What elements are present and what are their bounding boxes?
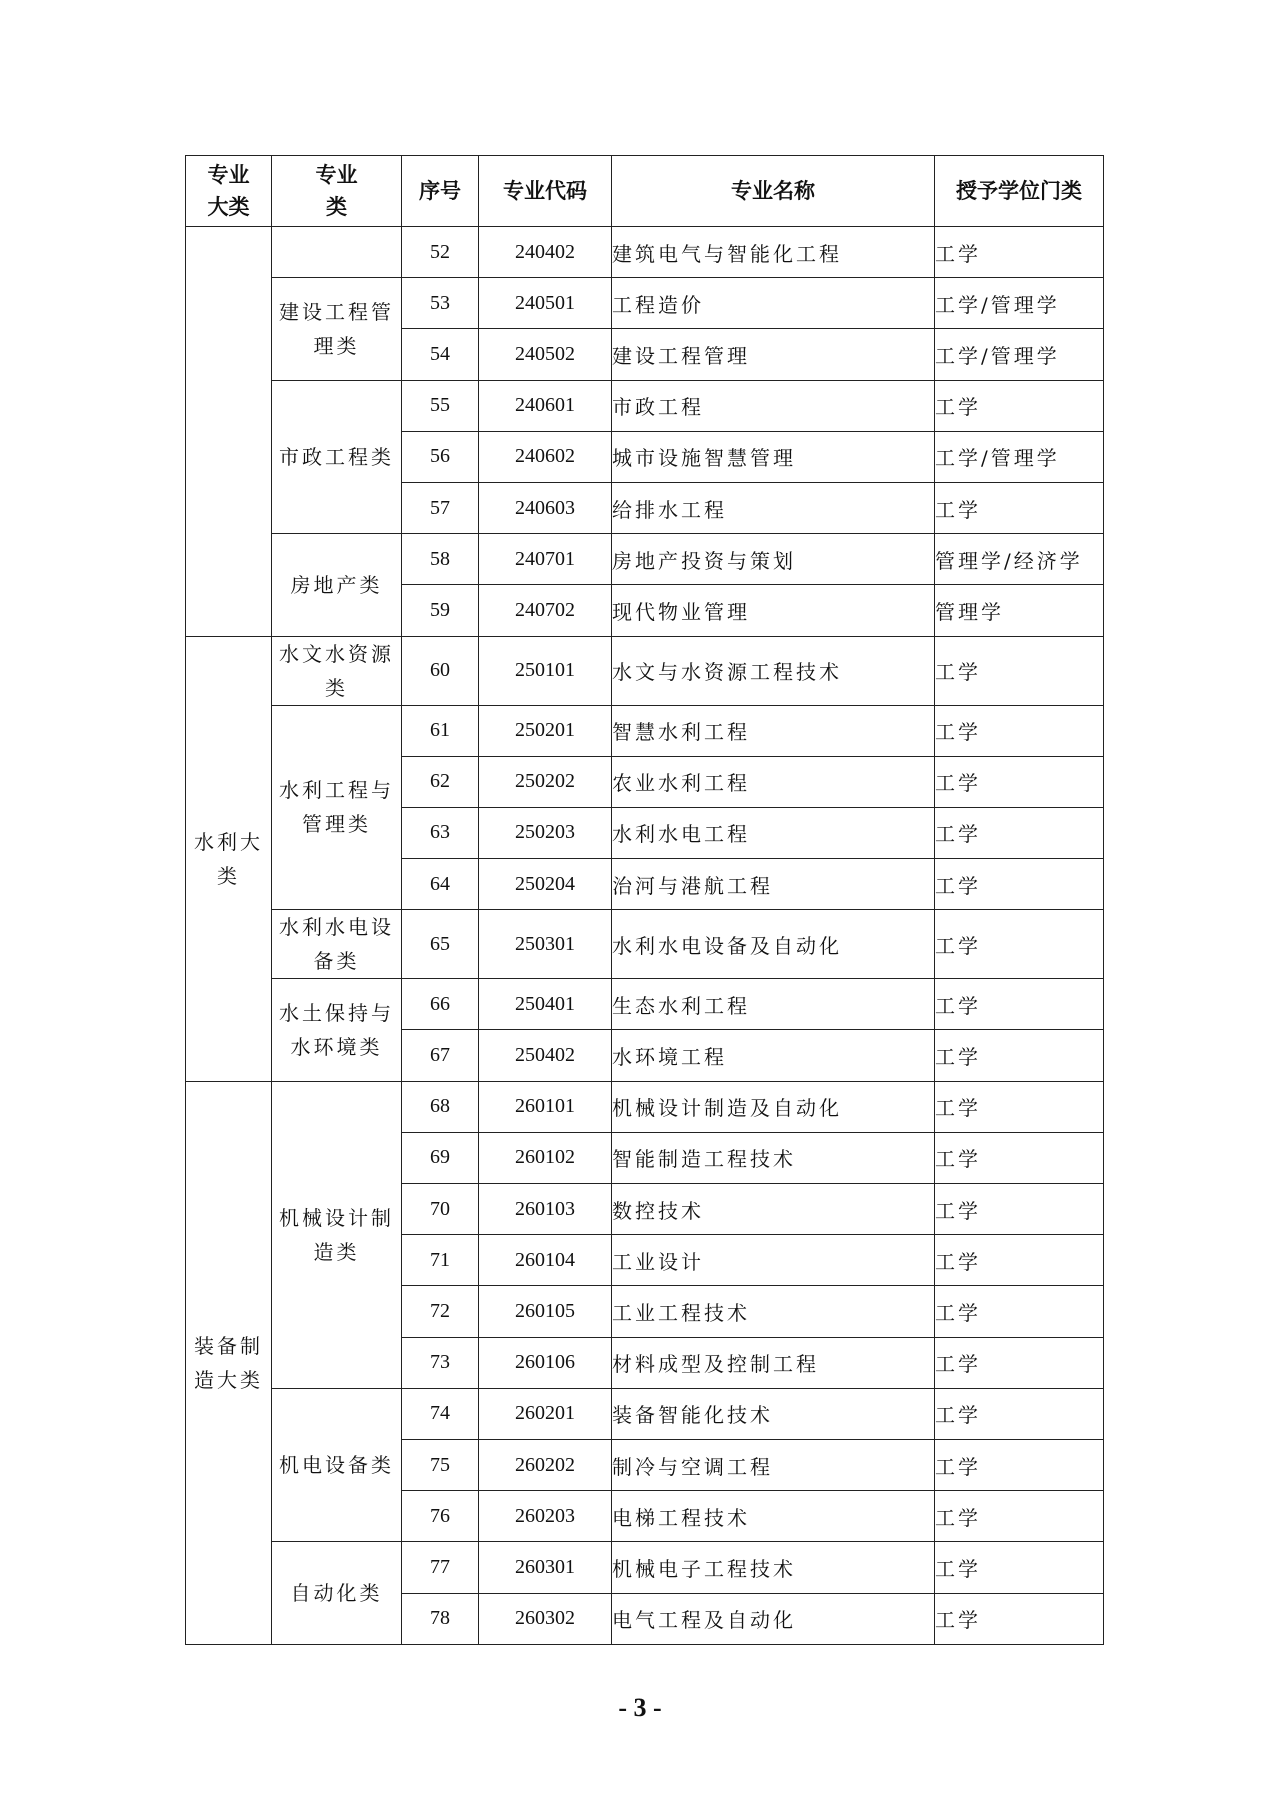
major-name-cell: 水文与水资源工程技术 [612, 636, 935, 705]
code-cell: 240701 [479, 534, 612, 585]
degree-cell: 工学 [935, 1388, 1104, 1439]
major-name-cell: 电梯工程技术 [612, 1491, 935, 1542]
subcategory-cell: 建设工程管理类 [272, 278, 402, 380]
seq-cell: 60 [402, 636, 479, 705]
subcategory-cell: 水文水资源类 [272, 636, 402, 705]
degree-cell: 管理学/经济学 [935, 534, 1104, 585]
category-cell [186, 227, 272, 637]
degree-cell: 管理学 [935, 585, 1104, 636]
seq-cell: 62 [402, 756, 479, 807]
degree-cell: 工学/管理学 [935, 278, 1104, 329]
code-cell: 260202 [479, 1439, 612, 1490]
subcategory-cell: 机电设备类 [272, 1388, 402, 1542]
table-header [186, 156, 1104, 227]
code-cell: 240502 [479, 329, 612, 380]
code-cell: 250202 [479, 756, 612, 807]
code-cell: 250401 [479, 979, 612, 1030]
header-major-name: 专业名称 [612, 156, 935, 227]
seq-cell: 54 [402, 329, 479, 380]
seq-cell: 63 [402, 807, 479, 858]
code-cell: 250402 [479, 1030, 612, 1081]
major-name-cell: 机械电子工程技术 [612, 1542, 935, 1593]
seq-cell: 65 [402, 910, 479, 979]
major-name-cell: 建筑电气与智能化工程 [612, 227, 935, 278]
seq-cell: 73 [402, 1337, 479, 1388]
major-name-cell: 水利水电设备及自动化 [612, 910, 935, 979]
degree-cell: 工学 [935, 979, 1104, 1030]
seq-cell: 72 [402, 1286, 479, 1337]
major-name-cell: 水环境工程 [612, 1030, 935, 1081]
degree-cell: 工学 [935, 910, 1104, 979]
seq-cell: 78 [402, 1593, 479, 1644]
code-cell: 240603 [479, 482, 612, 533]
major-name-cell: 智能制造工程技术 [612, 1132, 935, 1183]
code-cell: 250204 [479, 859, 612, 910]
seq-cell: 61 [402, 705, 479, 756]
seq-cell: 77 [402, 1542, 479, 1593]
degree-cell: 工学/管理学 [935, 329, 1104, 380]
major-name-cell: 机械设计制造及自动化 [612, 1081, 935, 1132]
header-seq: 序号 [402, 156, 479, 227]
degree-cell: 工学 [935, 1235, 1104, 1286]
seq-cell: 58 [402, 534, 479, 585]
major-name-cell: 工业设计 [612, 1235, 935, 1286]
subcategory-cell: 水利工程与管理类 [272, 705, 402, 910]
degree-cell: 工学 [935, 380, 1104, 431]
code-cell: 250301 [479, 910, 612, 979]
major-name-cell: 工程造价 [612, 278, 935, 329]
code-cell: 260301 [479, 1542, 612, 1593]
degree-cell: 工学 [935, 1286, 1104, 1337]
code-cell: 250201 [479, 705, 612, 756]
degree-cell: 工学 [935, 1132, 1104, 1183]
code-cell: 260201 [479, 1388, 612, 1439]
table-row [186, 910, 1104, 979]
header-subcategory: 专业 类 [272, 156, 402, 227]
table-row [186, 705, 1104, 756]
degree-cell: 工学 [935, 482, 1104, 533]
seq-cell: 57 [402, 482, 479, 533]
category-cell: 水利大类 [186, 636, 272, 1081]
degree-cell: 工学 [935, 807, 1104, 858]
table-row [186, 1542, 1104, 1593]
major-name-cell: 给排水工程 [612, 482, 935, 533]
seq-cell: 64 [402, 859, 479, 910]
code-cell: 240601 [479, 380, 612, 431]
code-cell: 260104 [479, 1235, 612, 1286]
major-name-cell: 工业工程技术 [612, 1286, 935, 1337]
code-cell: 260105 [479, 1286, 612, 1337]
major-name-cell: 生态水利工程 [612, 979, 935, 1030]
seq-cell: 53 [402, 278, 479, 329]
major-name-cell: 制冷与空调工程 [612, 1439, 935, 1490]
major-name-cell: 治河与港航工程 [612, 859, 935, 910]
table-row [186, 278, 1104, 329]
seq-cell: 70 [402, 1184, 479, 1235]
major-name-cell: 城市设施智慧管理 [612, 431, 935, 482]
code-cell: 240501 [479, 278, 612, 329]
seq-cell: 55 [402, 380, 479, 431]
major-name-cell: 建设工程管理 [612, 329, 935, 380]
seq-cell: 74 [402, 1388, 479, 1439]
major-name-cell: 市政工程 [612, 380, 935, 431]
major-name-cell: 装备智能化技术 [612, 1388, 935, 1439]
table-row [186, 1388, 1104, 1439]
subcategory-cell: 水土保持与水环境类 [272, 979, 402, 1081]
header-code: 专业代码 [479, 156, 612, 227]
degree-cell: 工学 [935, 705, 1104, 756]
subcategory-cell: 自动化类 [272, 1542, 402, 1644]
table-row [186, 227, 1104, 278]
code-cell: 250101 [479, 636, 612, 705]
seq-cell: 56 [402, 431, 479, 482]
code-cell: 260101 [479, 1081, 612, 1132]
degree-cell: 工学 [935, 859, 1104, 910]
subcategory-cell: 市政工程类 [272, 380, 402, 534]
major-name-cell: 数控技术 [612, 1184, 935, 1235]
seq-cell: 76 [402, 1491, 479, 1542]
degree-cell: 工学 [935, 1030, 1104, 1081]
major-catalog-table [185, 155, 1104, 1645]
major-name-cell: 房地产投资与策划 [612, 534, 935, 585]
code-cell: 260302 [479, 1593, 612, 1644]
seq-cell: 67 [402, 1030, 479, 1081]
table-row [186, 1081, 1104, 1132]
code-cell: 260106 [479, 1337, 612, 1388]
code-cell: 260102 [479, 1132, 612, 1183]
degree-cell: 工学 [935, 1081, 1104, 1132]
subcategory-cell: 机械设计制造类 [272, 1081, 402, 1388]
degree-cell: 工学 [935, 636, 1104, 705]
major-name-cell: 智慧水利工程 [612, 705, 935, 756]
code-cell: 240602 [479, 431, 612, 482]
degree-cell: 工学 [935, 1542, 1104, 1593]
code-cell: 260203 [479, 1491, 612, 1542]
subcategory-cell: 水利水电设备类 [272, 910, 402, 979]
seq-cell: 75 [402, 1439, 479, 1490]
degree-cell: 工学 [935, 1337, 1104, 1388]
code-cell: 240702 [479, 585, 612, 636]
table-row [186, 979, 1104, 1030]
seq-cell: 66 [402, 979, 479, 1030]
table-row [186, 636, 1104, 705]
header-row [186, 156, 1104, 227]
code-cell: 240402 [479, 227, 612, 278]
degree-cell: 工学 [935, 756, 1104, 807]
major-name-cell: 农业水利工程 [612, 756, 935, 807]
table-body [186, 227, 1104, 1645]
degree-cell: 工学 [935, 1593, 1104, 1644]
category-cell: 装备制造大类 [186, 1081, 272, 1644]
degree-cell: 工学/管理学 [935, 431, 1104, 482]
header-category: 专业 大类 [186, 156, 272, 227]
degree-cell: 工学 [935, 1491, 1104, 1542]
seq-cell: 71 [402, 1235, 479, 1286]
major-name-cell: 水利水电工程 [612, 807, 935, 858]
table-row [186, 380, 1104, 431]
subcategory-cell [272, 227, 402, 278]
major-name-cell: 电气工程及自动化 [612, 1593, 935, 1644]
seq-cell: 69 [402, 1132, 479, 1183]
table-row [186, 534, 1104, 585]
header-degree: 授予学位门类 [935, 156, 1104, 227]
page-number: - 3 - [618, 1693, 662, 1722]
seq-cell: 52 [402, 227, 479, 278]
degree-cell: 工学 [935, 227, 1104, 278]
major-name-cell: 材料成型及控制工程 [612, 1337, 935, 1388]
seq-cell: 59 [402, 585, 479, 636]
code-cell: 250203 [479, 807, 612, 858]
subcategory-cell: 房地产类 [272, 534, 402, 636]
code-cell: 260103 [479, 1184, 612, 1235]
degree-cell: 工学 [935, 1439, 1104, 1490]
major-name-cell: 现代物业管理 [612, 585, 935, 636]
degree-cell: 工学 [935, 1184, 1104, 1235]
seq-cell: 68 [402, 1081, 479, 1132]
